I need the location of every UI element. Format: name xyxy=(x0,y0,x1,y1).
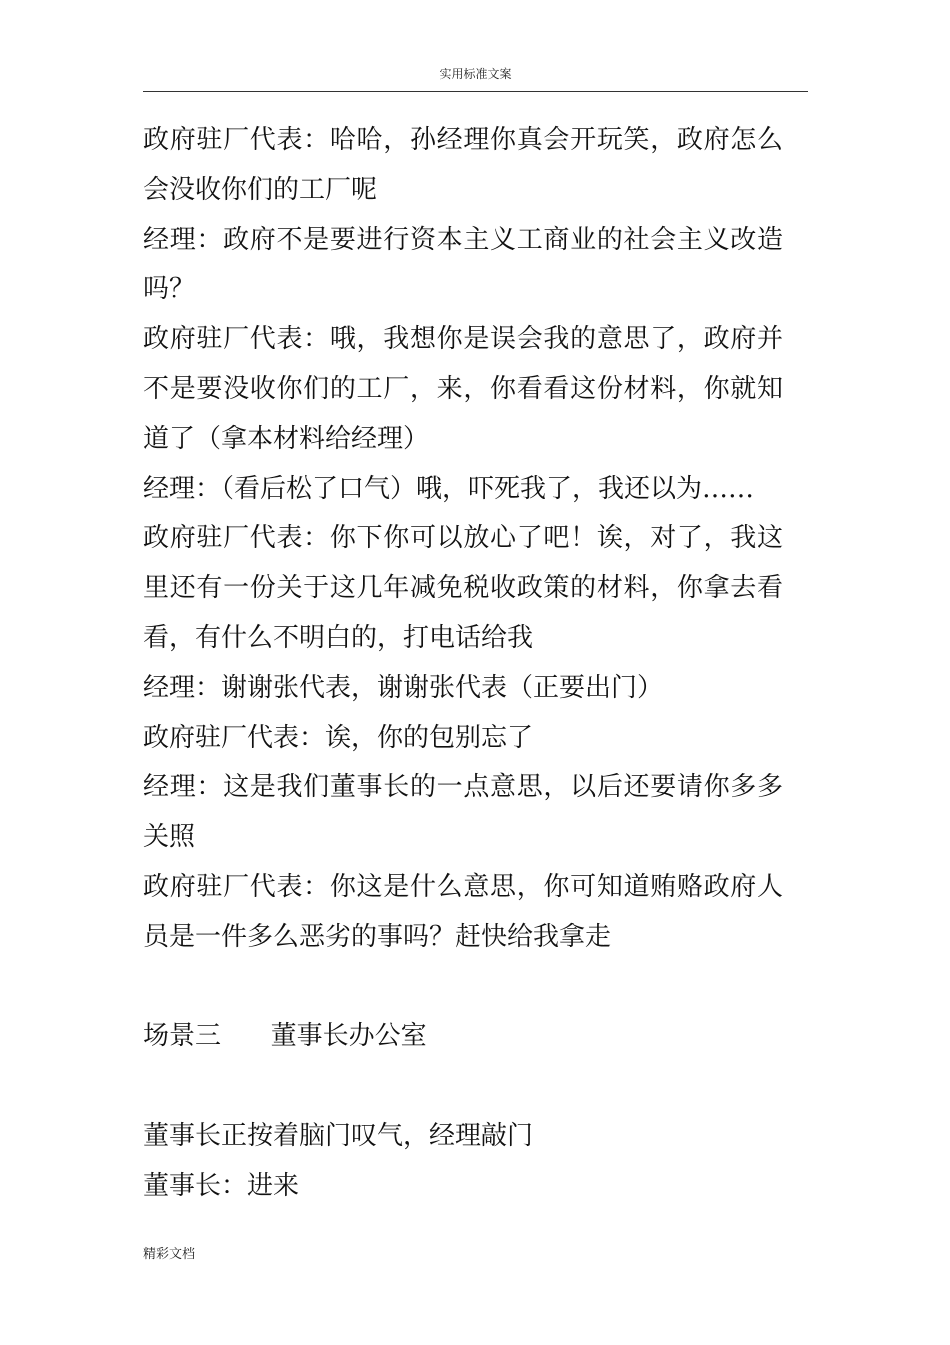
dialogue-paragraph: 政府驻厂代表：诶，你的包别忘了 xyxy=(143,722,534,753)
stage-direction: 董事长正按着脑门叹气，经理敲门 xyxy=(143,1120,534,1151)
dialogue-paragraph: 经理：谢谢张代表，谢谢张代表（正要出门） xyxy=(143,672,664,703)
page-header: 实用标准文案 xyxy=(439,67,512,81)
dialogue-paragraph: 经理：（看后松了口气）哦，吓死我了，我还以为…… xyxy=(143,473,755,504)
scene-heading xyxy=(143,1012,783,1062)
dialogue-paragraph: 经理：政府不是要进行资本主义工商业的社会主义改造吗？ xyxy=(143,224,783,305)
scene-number: 场景三 xyxy=(143,1021,222,1052)
dialogue-paragraph: 政府驻厂代表：哈哈，孙经理你真会开玩笑，政府怎么会没收你们的工厂呢 xyxy=(143,125,783,205)
dialogue-paragraph: 政府驻厂代表：哦，我想你是误会我的意思了，政府并不是要没收你们的工厂，来，你看看这份材料，你就知道了（拿本材料给经理） xyxy=(143,324,783,454)
dialogue-paragraph: 政府驻厂代表：你下你可以放心了吧！诶，对了，我这里还有一份关于这几年减免税收政策的材料，你拿去看看，有什么不明白的，打电话给我 xyxy=(143,523,783,653)
blank-line xyxy=(143,963,783,1013)
scene-location: 董事长办公室 xyxy=(270,1021,427,1052)
page-footer: 精彩文档 xyxy=(143,1247,196,1262)
dialogue-paragraph: 政府驻厂代表：你这是什么意思，你可知道贿赂政府人员是一件多么恶劣的事吗？赶快给我拿走 xyxy=(143,871,783,952)
dialogue-paragraph: 经理：这是我们董事长的一点意思，以后还要请你多多关照 xyxy=(143,772,783,853)
dialogue-paragraph: 董事长：进来 xyxy=(143,1170,300,1201)
blank-line xyxy=(143,1062,783,1112)
document-body xyxy=(143,116,783,1212)
header-divider xyxy=(143,91,808,92)
